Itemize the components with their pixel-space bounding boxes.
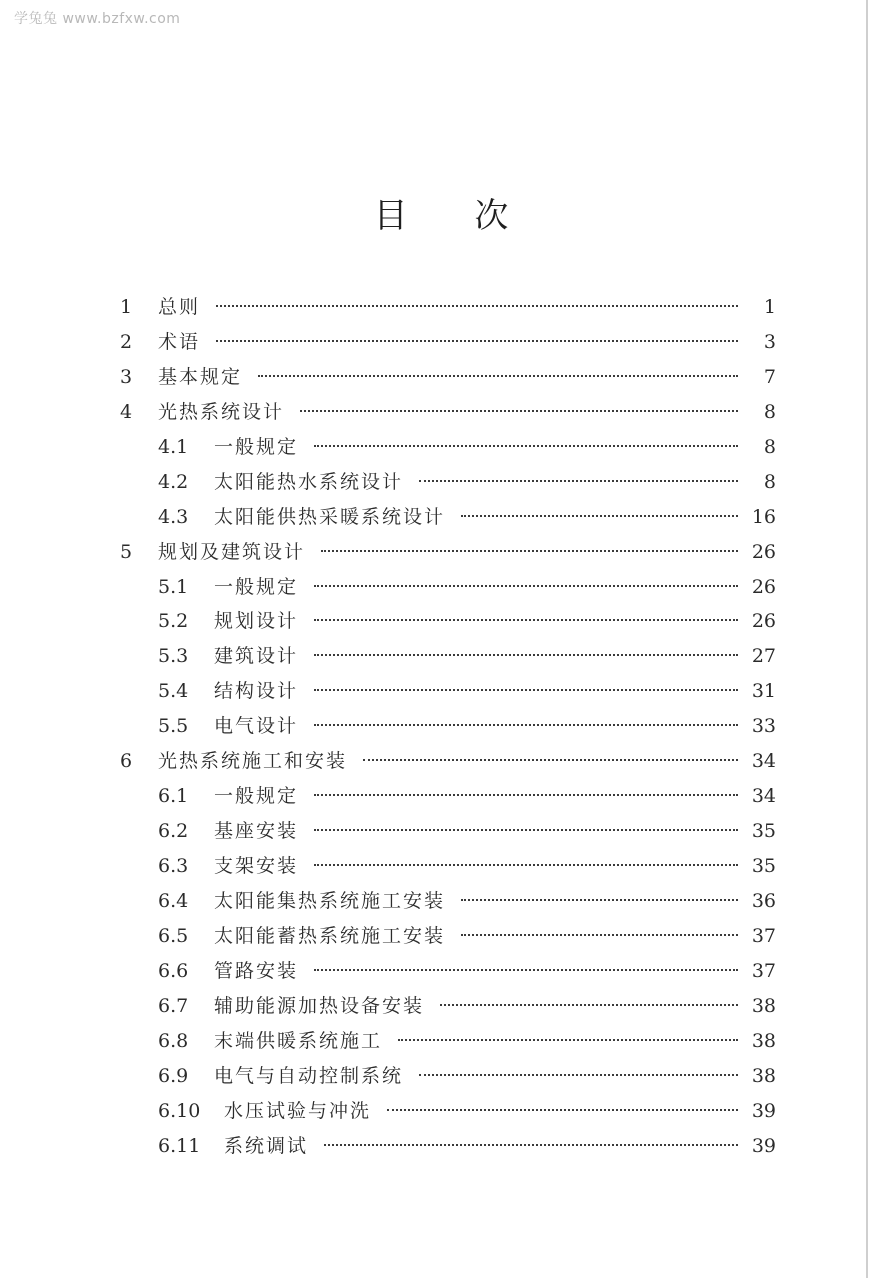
toc-entry-page: 8	[763, 470, 776, 493]
toc-entry-number: 6.4	[158, 889, 189, 912]
toc-entry-page: 3	[763, 330, 776, 353]
toc-entry-number: 6.2	[158, 820, 189, 843]
toc-entry[interactable]	[120, 325, 776, 360]
dot-leader	[314, 828, 738, 831]
dot-leader	[314, 968, 738, 971]
dot-leader	[314, 618, 738, 621]
toc-entry-number: 5.4	[158, 680, 189, 703]
dot-leader	[216, 304, 738, 307]
toc-entry-page: 1	[763, 296, 776, 318]
toc-entry-page: 37	[751, 959, 776, 982]
dot-leader	[387, 1108, 738, 1111]
toc-entry-title: 一般规定	[214, 575, 299, 598]
dot-leader	[314, 584, 738, 587]
toc-entry[interactable]	[120, 430, 776, 465]
toc-entry-page: 26	[751, 575, 776, 598]
toc-entry-number: 5.3	[158, 645, 189, 668]
toc-entry[interactable]	[120, 674, 776, 709]
toc-entry[interactable]	[120, 465, 776, 500]
toc-entry-title: 水压试验与冲洗	[224, 1099, 372, 1122]
page-title: 目 次	[373, 196, 537, 236]
dot-leader	[216, 339, 738, 342]
toc-entry-number: 6.11	[158, 1134, 201, 1157]
toc-entry-title: 电气与自动控制系统	[214, 1064, 404, 1087]
toc-entry-title: 规划及建筑设计	[158, 540, 306, 563]
toc-entry[interactable]	[120, 1024, 776, 1059]
toc-entry[interactable]	[120, 1094, 776, 1129]
toc-entry[interactable]	[120, 849, 776, 884]
dot-leader	[461, 514, 738, 517]
toc-entry[interactable]	[120, 779, 776, 814]
toc-entry[interactable]	[120, 989, 776, 1024]
toc-entry[interactable]	[120, 1129, 776, 1164]
toc-entry-title: 结构设计	[214, 680, 299, 703]
dot-leader	[314, 444, 738, 447]
toc-entry[interactable]	[120, 535, 776, 570]
toc-entry-page: 35	[751, 855, 776, 877]
toc-entry-number: 6.10	[158, 1099, 201, 1122]
dot-leader	[314, 863, 738, 866]
dot-leader	[321, 549, 738, 552]
toc-entry-number: 5.1	[158, 575, 189, 598]
toc-entry-page: 7	[763, 365, 776, 388]
toc-entry-number: 6.1	[158, 785, 189, 808]
toc-entry-title: 太阳能蓄热系统施工安装	[214, 924, 446, 947]
dot-leader	[419, 479, 738, 482]
toc-entry[interactable]	[120, 1059, 776, 1094]
dot-leader	[314, 688, 738, 691]
toc-entry-number: 1	[120, 296, 133, 318]
toc-entry[interactable]	[120, 639, 776, 674]
toc-entry[interactable]	[120, 814, 776, 849]
toc-entry-number: 5.2	[158, 610, 189, 633]
table-of-contents	[120, 290, 776, 1163]
toc-entry-number: 4.1	[158, 435, 189, 458]
toc-entry-number: 6.9	[158, 1064, 189, 1087]
toc-entry-title: 太阳能供热采暖系统设计	[214, 505, 446, 528]
toc-entry-title: 基本规定	[158, 365, 243, 388]
toc-entry-title: 基座安装	[214, 820, 299, 843]
toc-entry[interactable]	[120, 709, 776, 744]
toc-entry[interactable]	[120, 500, 776, 535]
toc-entry-page: 38	[751, 994, 776, 1017]
toc-entry-page: 39	[751, 1134, 776, 1157]
toc-entry-title: 建筑设计	[214, 645, 299, 668]
toc-entry[interactable]	[120, 360, 776, 395]
toc-entry-page: 35	[751, 820, 776, 843]
toc-entry-page: 38	[751, 1029, 776, 1052]
toc-entry[interactable]	[120, 954, 776, 989]
toc-entry[interactable]	[120, 884, 776, 919]
toc-entry-number: 4.3	[158, 505, 189, 528]
toc-entry[interactable]	[120, 395, 776, 430]
dot-leader	[258, 374, 738, 377]
toc-entry[interactable]	[120, 290, 776, 325]
toc-entry-number: 4	[120, 400, 133, 423]
toc-entry-page: 34	[751, 750, 776, 773]
toc-entry-title: 总则	[158, 296, 201, 318]
toc-entry-title: 光热系统施工和安装	[158, 750, 348, 773]
toc-entry-page: 34	[751, 785, 776, 808]
dot-leader	[419, 1073, 738, 1076]
toc-entry[interactable]	[120, 570, 776, 605]
dot-leader	[300, 409, 738, 412]
toc-entry-number: 3	[120, 365, 133, 388]
toc-entry-title: 辅助能源加热设备安装	[214, 994, 425, 1017]
toc-entry[interactable]	[120, 919, 776, 954]
toc-entry-page: 16	[751, 505, 776, 528]
toc-entry-page: 36	[751, 889, 776, 912]
toc-entry-number: 6.8	[158, 1029, 189, 1052]
dot-leader	[314, 793, 738, 796]
toc-entry-title: 一般规定	[214, 435, 299, 458]
dot-leader	[461, 898, 738, 901]
toc-entry-title: 电气设计	[214, 715, 299, 738]
toc-entry-title: 系统调试	[224, 1134, 309, 1157]
toc-entry-number: 6.5	[158, 924, 189, 947]
dot-leader	[440, 1003, 738, 1006]
dot-leader	[314, 653, 738, 656]
toc-entry-number: 4.2	[158, 470, 189, 493]
toc-entry-title: 光热系统设计	[158, 400, 285, 423]
dot-leader	[363, 758, 738, 761]
toc-entry-page: 8	[763, 400, 776, 423]
toc-entry-title: 支架安装	[214, 855, 299, 877]
toc-entry-page: 26	[751, 540, 776, 563]
dot-leader	[314, 723, 738, 726]
toc-entry-number: 6.6	[158, 959, 189, 982]
watermark: 学兔兔 www.bzfxw.com	[14, 11, 181, 27]
toc-entry-page: 31	[751, 680, 776, 703]
toc-entry-number: 6	[120, 750, 133, 773]
toc-entry-title: 太阳能热水系统设计	[214, 470, 404, 493]
toc-entry-number: 5	[120, 540, 133, 563]
toc-entry-title: 太阳能集热系统施工安装	[214, 889, 446, 912]
dot-leader	[461, 933, 738, 936]
toc-entry-page: 39	[751, 1099, 776, 1122]
toc-entry-number: 5.5	[158, 715, 189, 738]
toc-entry-title: 一般规定	[214, 785, 299, 808]
toc-entry-title: 末端供暖系统施工	[214, 1029, 383, 1052]
toc-entry-title: 术语	[158, 330, 201, 353]
dot-leader	[324, 1143, 738, 1146]
toc-entry-number: 2	[120, 330, 133, 353]
toc-entry-page: 37	[751, 924, 776, 947]
toc-entry-number: 6.3	[158, 855, 189, 877]
toc-entry-number: 6.7	[158, 994, 189, 1017]
toc-entry[interactable]	[120, 744, 776, 779]
toc-entry-title: 管路安装	[214, 959, 299, 982]
toc-entry-page: 27	[751, 645, 776, 668]
dot-leader	[398, 1038, 738, 1041]
toc-entry-page: 8	[763, 435, 776, 458]
toc-entry-page: 26	[751, 610, 776, 633]
toc-entry-page: 33	[751, 715, 776, 738]
toc-entry-title: 规划设计	[214, 610, 299, 633]
toc-entry[interactable]	[120, 604, 776, 639]
toc-entry-page: 38	[751, 1064, 776, 1087]
